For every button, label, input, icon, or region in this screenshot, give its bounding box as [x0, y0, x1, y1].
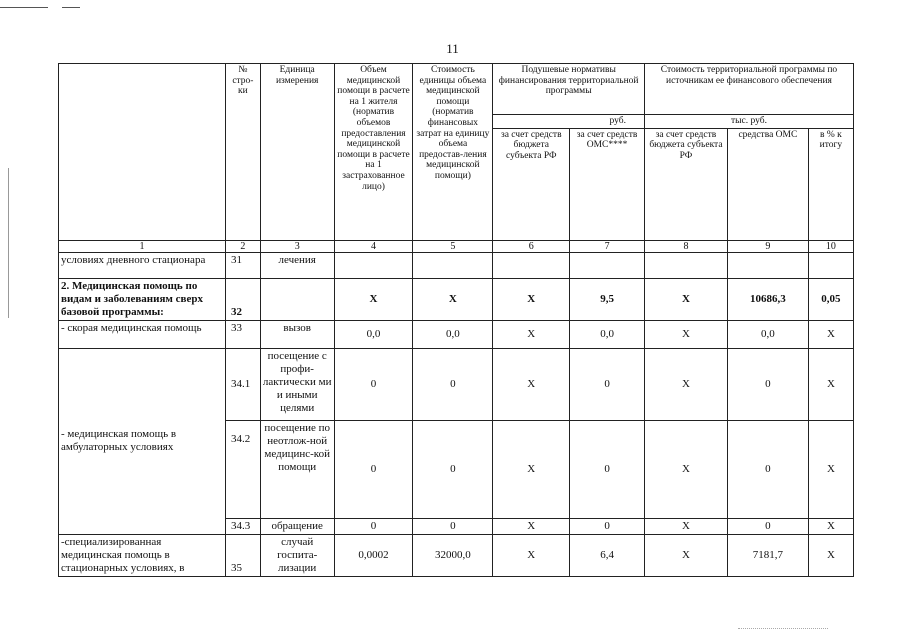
table-row — [59, 348, 854, 420]
row-unit: посещение с профи-лактически ми и иными целями — [260, 348, 334, 420]
oms-cost-cell: 0 — [727, 348, 808, 420]
oms-cost-cell: 0 — [727, 518, 808, 534]
percent-cell: X — [808, 420, 853, 518]
empty-cell — [808, 252, 853, 278]
cost-cell: X — [413, 278, 493, 320]
empty-cell — [570, 252, 645, 278]
volume-cell: 0,0002 — [334, 534, 413, 576]
budget-cost-cell: X — [644, 518, 727, 534]
row-number: 35 — [225, 534, 260, 576]
scan-mark-line — [62, 7, 80, 8]
budget-norm-cell: X — [493, 420, 570, 518]
percent-cell: X — [808, 518, 853, 534]
empty-cell — [644, 252, 727, 278]
budget-norm-cell: X — [493, 518, 570, 534]
scan-mark-line — [0, 7, 48, 8]
oms-cost-cell: 10686,3 — [727, 278, 808, 320]
cost-cell: 0 — [413, 348, 493, 420]
header-unit-thousand-rub: тыс. руб. — [644, 115, 853, 129]
percent-cell: 0,05 — [808, 278, 853, 320]
header-volume: Объем медицинской помощи в расчете на 1 жителя (норматив объемов предоставления медицинской помощи в расчете на 1 застрахованное лицо) — [334, 64, 413, 241]
volume-cell: 0 — [334, 420, 413, 518]
budget-cost-cell: X — [644, 320, 727, 348]
row-number: 34.1 — [225, 348, 260, 420]
column-number: 5 — [413, 240, 493, 252]
empty-cell — [334, 252, 413, 278]
row-unit: обращение — [260, 518, 334, 534]
row-unit: посещение по неотлож-ной медицинс-кой помощи — [260, 420, 334, 518]
oms-norm-cell: 9,5 — [570, 278, 645, 320]
column-number: 1 — [59, 240, 226, 252]
column-number: 8 — [644, 240, 727, 252]
cost-cell: 32000,0 — [413, 534, 493, 576]
table-row — [59, 534, 854, 576]
header-oms-cost: средства ОМС — [727, 128, 808, 240]
column-number: 10 — [808, 240, 853, 252]
cost-cell: 0 — [413, 420, 493, 518]
volume-cell: 0 — [334, 518, 413, 534]
budget-norm-cell: X — [493, 320, 570, 348]
budget-norm-cell: X — [493, 278, 570, 320]
oms-norm-cell: 0 — [570, 420, 645, 518]
volume-cell: 0 — [334, 348, 413, 420]
row-name: - скорая медицинская помощь — [59, 320, 226, 348]
header-program-cost: Стоимость территориальной программы по источникам ее финансового обеспечения — [644, 64, 853, 115]
budget-cost-cell: X — [644, 534, 727, 576]
budget-norm-cell: X — [493, 348, 570, 420]
budget-cost-cell: X — [644, 420, 727, 518]
budget-cost-cell: X — [644, 278, 727, 320]
oms-norm-cell: 0 — [570, 518, 645, 534]
column-number: 3 — [260, 240, 334, 252]
oms-cost-cell: 7181,7 — [727, 534, 808, 576]
oms-cost-cell: 0 — [727, 420, 808, 518]
oms-norm-cell: 6,4 — [570, 534, 645, 576]
column-number-row — [59, 240, 854, 252]
column-number: 7 — [570, 240, 645, 252]
row-number: 34.2 — [225, 420, 260, 518]
empty-cell — [727, 252, 808, 278]
percent-cell: X — [808, 320, 853, 348]
row-unit: вызов — [260, 320, 334, 348]
header-unit: Единица измерения — [260, 64, 334, 241]
percent-cell: X — [808, 348, 853, 420]
cost-cell: 0,0 — [413, 320, 493, 348]
header-per-capita-norms: Подушевые нормативы финансирования территориальной программы — [493, 64, 645, 115]
empty-cell — [493, 252, 570, 278]
oms-norm-cell: 0 — [570, 348, 645, 420]
percent-cell: X — [808, 534, 853, 576]
row-number: 33 — [225, 320, 260, 348]
column-number: 4 — [334, 240, 413, 252]
volume-cell: X — [334, 278, 413, 320]
financing-table — [58, 63, 854, 577]
header-unit-cost: Стоимость единицы объема медицинской помощи (норматив финансовых затрат на единицу объема предостав-ления медицинской помощи) — [413, 64, 493, 241]
column-number: 2 — [225, 240, 260, 252]
row-name: 2. Медицинская помощь по видам и заболеваниям сверх базовой программы: — [59, 278, 226, 320]
row-unit: лечения — [260, 252, 334, 278]
row-number: 32 — [225, 278, 260, 320]
row-name: -специализированная медицинская помощь в стационарных условиях, в — [59, 534, 226, 576]
table-row — [59, 252, 854, 278]
header-unit-rub: руб. — [493, 115, 645, 129]
header-name — [59, 64, 226, 241]
header-oms-norm: за счет средств ОМС**** — [570, 128, 645, 240]
empty-cell — [413, 252, 493, 278]
column-number: 9 — [727, 240, 808, 252]
row-number: 34.3 — [225, 518, 260, 534]
cost-cell: 0 — [413, 518, 493, 534]
row-unit: случай госпита-лизации — [260, 534, 334, 576]
header-budget-cost: за счет средств бюджета субъекта РФ — [644, 128, 727, 240]
oms-cost-cell: 0,0 — [727, 320, 808, 348]
row-name: - медицинская помощь в амбулаторных условиях — [59, 348, 226, 534]
table-row — [59, 278, 854, 320]
oms-norm-cell: 0,0 — [570, 320, 645, 348]
volume-cell: 0,0 — [334, 320, 413, 348]
empty-cell — [260, 278, 334, 320]
table-row — [59, 320, 854, 348]
header-budget-norm: за счет средств бюджета субъекта РФ — [493, 128, 570, 240]
row-number: 31 — [225, 252, 260, 278]
scan-edge-line — [8, 168, 9, 318]
header-row — [59, 64, 854, 115]
budget-norm-cell: X — [493, 534, 570, 576]
budget-cost-cell: X — [644, 348, 727, 420]
column-number: 6 — [493, 240, 570, 252]
header-percent: в % к итогу — [808, 128, 853, 240]
page-number: 11 — [446, 41, 459, 56]
header-row-number: № стро-ки — [225, 64, 260, 241]
scan-footer-mark — [738, 628, 828, 630]
row-name: условиях дневного стационара — [59, 252, 226, 278]
